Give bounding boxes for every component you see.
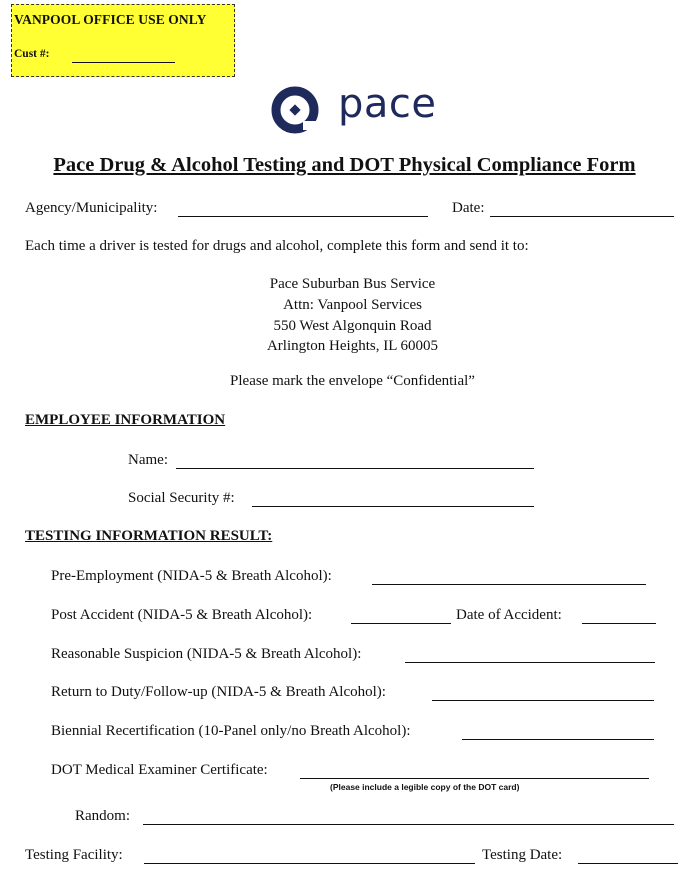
dot-certificate-field[interactable] <box>300 778 649 779</box>
testing-date-label: Testing Date: <box>482 847 563 863</box>
office-use-title: VANPOOL OFFICE USE ONLY <box>14 12 207 27</box>
name-field[interactable] <box>176 468 534 469</box>
address-line: Arlington Heights, IL 60005 <box>266 338 439 354</box>
biennial-field[interactable] <box>462 739 654 740</box>
testing-facility-label: Testing Facility: <box>25 847 123 863</box>
pace-logo-text: pace <box>338 81 437 127</box>
testing-facility-field[interactable] <box>144 863 475 864</box>
testing-date-field[interactable] <box>578 863 678 864</box>
ssn-field[interactable] <box>252 506 534 507</box>
date-of-accident-label: Date of Accident: <box>456 607 562 623</box>
testing-info-heading: TESTING INFORMATION RESULT: <box>25 528 273 544</box>
biennial-label: Biennial Recertification (10-Panel only/no Breath Alcohol): <box>51 723 411 739</box>
ssn-label: Social Security #: <box>128 490 235 506</box>
pre-employment-label: Pre-Employment (NIDA-5 & Breath Alcohol): <box>51 568 332 584</box>
address-line: Attn: Vanpool Services <box>283 297 422 313</box>
dot-card-note: (Please include a legible copy of the DOT card) <box>330 782 520 792</box>
agency-field[interactable] <box>178 216 428 217</box>
address-line: 550 West Algonquin Road <box>273 318 432 334</box>
cust-number-label: Cust #: <box>14 48 50 60</box>
date-label: Date: <box>452 200 485 216</box>
random-field[interactable] <box>143 824 674 825</box>
reasonable-suspicion-field[interactable] <box>405 662 655 663</box>
name-label: Name: <box>128 452 168 468</box>
date-field[interactable] <box>490 216 674 217</box>
post-accident-label: Post Accident (NIDA-5 & Breath Alcohol): <box>51 607 313 623</box>
return-to-duty-label: Return to Duty/Follow-up (NIDA-5 & Breath Alcohol): <box>51 684 386 700</box>
instructions-text: Each time a driver is tested for drugs and alcohol, complete this form and send it to: <box>25 238 529 254</box>
return-to-duty-field[interactable] <box>432 700 654 701</box>
cust-number-field[interactable] <box>72 62 175 63</box>
post-accident-field[interactable] <box>351 623 451 624</box>
pre-employment-field[interactable] <box>372 584 646 585</box>
form-title: Pace Drug & Alcohol Testing and DOT Physical Compliance Form <box>53 154 636 176</box>
envelope-note: Please mark the envelope “Confidential” <box>230 373 475 389</box>
pace-logo-icon <box>270 85 328 135</box>
employee-info-heading: EMPLOYEE INFORMATION <box>25 412 226 428</box>
dot-certificate-label: DOT Medical Examiner Certificate: <box>51 762 268 778</box>
date-of-accident-field[interactable] <box>582 623 656 624</box>
address-line: Pace Suburban Bus Service <box>269 276 436 292</box>
agency-label: Agency/Municipality: <box>25 200 158 216</box>
random-label: Random: <box>75 808 130 824</box>
reasonable-suspicion-label: Reasonable Suspicion (NIDA-5 & Breath Alcohol): <box>51 646 362 662</box>
